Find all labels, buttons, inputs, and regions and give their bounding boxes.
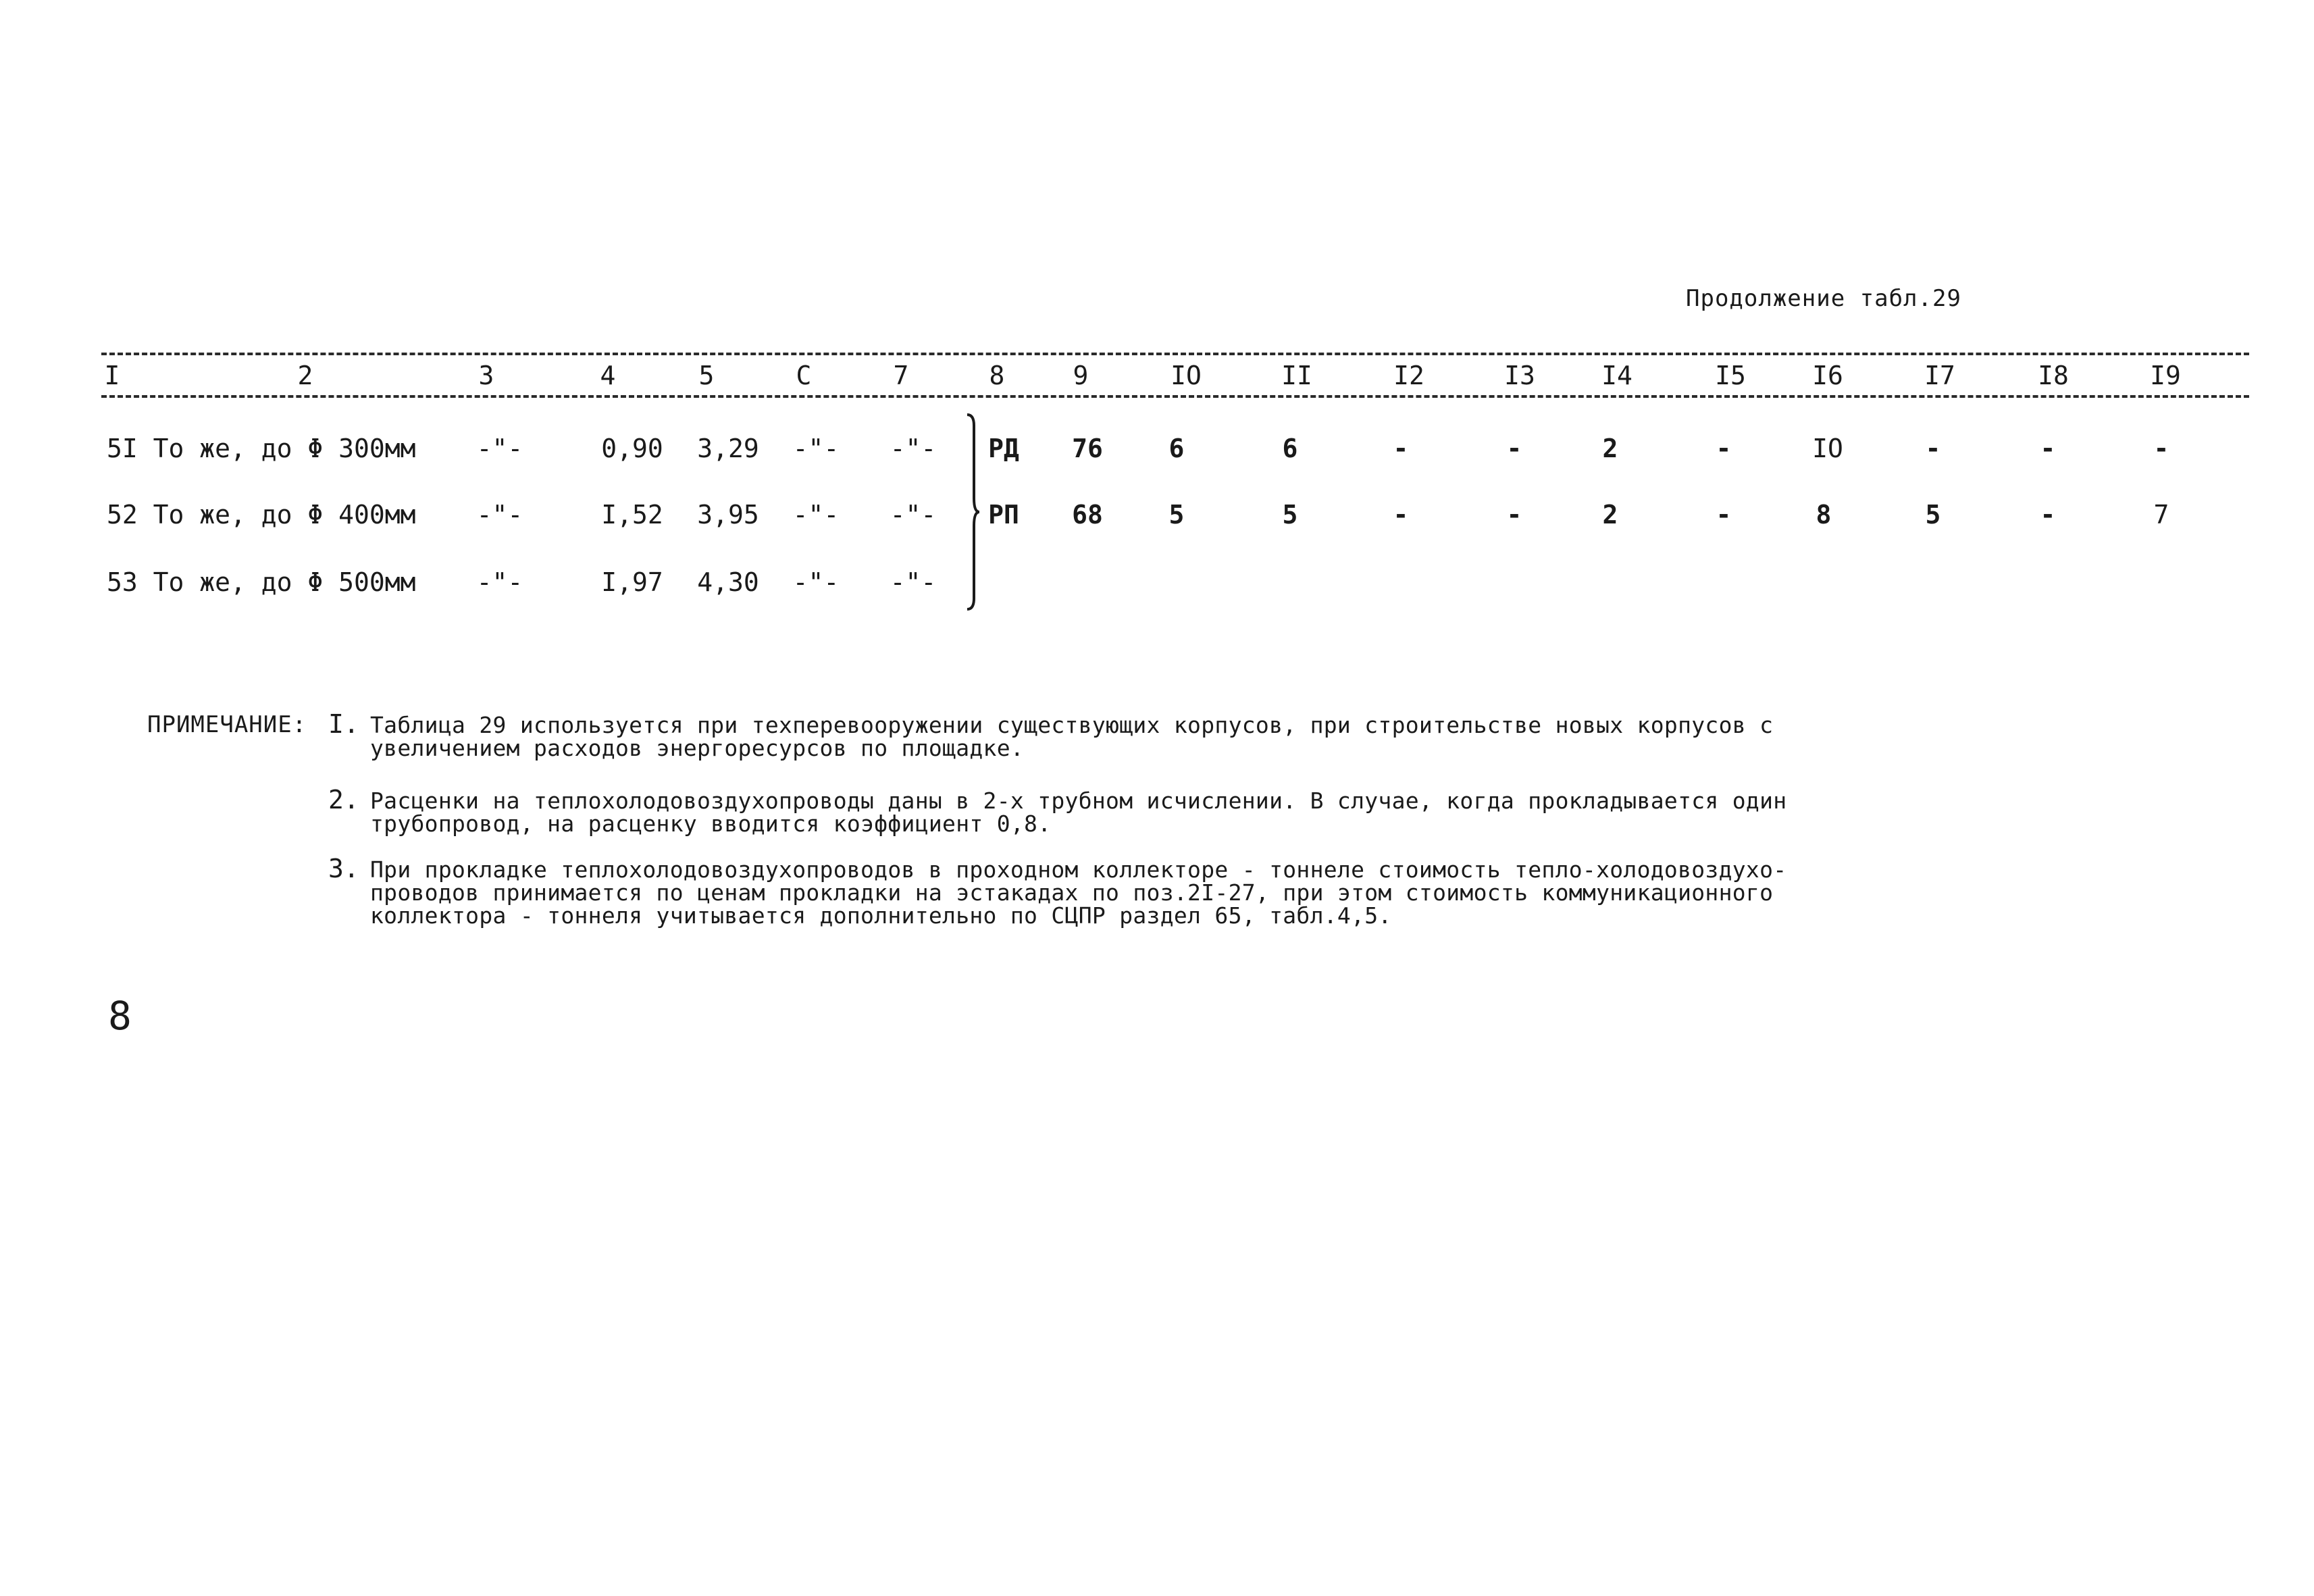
page-number: 8 <box>108 993 132 1039</box>
col-header-6: C <box>796 361 812 390</box>
cell-col5: 4,30 <box>697 567 759 597</box>
cell-col9: 68 <box>1072 500 1103 530</box>
col-header-17: I7 <box>1924 361 1955 390</box>
cell-col18: - <box>2040 434 2056 463</box>
cell-col7: -"- <box>890 567 937 597</box>
col-header-12: I2 <box>1393 361 1424 390</box>
note-number: 3. <box>328 854 359 883</box>
col-header-4: 4 <box>600 361 616 390</box>
cell-col5: 3,95 <box>697 500 759 530</box>
table-caption: Продолжение табл.29 <box>1686 285 1961 312</box>
table-row <box>0 567 2314 608</box>
col-header-2: 2 <box>297 361 313 390</box>
cell-col8: РД <box>988 434 1019 463</box>
col-header-8: 8 <box>989 361 1005 390</box>
col-header-5: 5 <box>698 361 715 390</box>
col-header-1: I <box>104 361 120 390</box>
cell-col6: -"- <box>792 567 840 597</box>
row-name: 53 То же, до Φ 500мм <box>107 567 416 597</box>
col-header-15: I5 <box>1715 361 1746 390</box>
cell-col19: - <box>2153 434 2169 463</box>
cell-col4: 0,90 <box>601 434 663 463</box>
col-header-16: I6 <box>1812 361 1843 390</box>
cell-col4: I,97 <box>601 567 663 597</box>
note-line: проводов принимается по ценам прокладки на эстакадах по поз.2I-27, при этом стоимость коммуникационного <box>370 879 1774 906</box>
cell-col15: - <box>1716 500 1732 530</box>
note-line: Таблица 29 используется при техперевооружении существующих корпусов, при строительстве новых корпусов с <box>370 712 1774 738</box>
col-header-18: I8 <box>2038 361 2069 390</box>
row-name: 5I То же, до Φ 300мм <box>107 434 416 463</box>
cell-col6: -"- <box>792 500 840 530</box>
col-header-11: II <box>1281 361 1312 390</box>
notes-label: ПРИМЕЧАНИЕ: <box>147 711 307 738</box>
table-row <box>0 500 2314 540</box>
table-row <box>0 434 2314 474</box>
cell-col7: -"- <box>890 434 937 463</box>
cell-col13: - <box>1506 434 1522 463</box>
note-line: трубопровод, на расценку вводится коэффициент 0,8. <box>370 810 1052 837</box>
col-header-7: 7 <box>893 361 909 390</box>
col-header-3: 3 <box>478 361 494 390</box>
col-header-13: I3 <box>1504 361 1535 390</box>
cell-col8: РП <box>988 500 1019 530</box>
cell-col14: 2 <box>1602 500 1618 530</box>
cell-col12: - <box>1393 500 1409 530</box>
cell-col10: 5 <box>1168 500 1185 530</box>
note-number: I. <box>328 709 359 739</box>
cell-col3: -"- <box>476 567 523 597</box>
cell-col19: 7 <box>2153 500 2169 530</box>
cell-col16: IO <box>1812 434 1843 463</box>
cell-col7: -"- <box>890 500 937 530</box>
cell-col3: -"- <box>476 434 523 463</box>
col-header-19: I9 <box>2150 361 2181 390</box>
note-line: Расценки на теплохолодовоздухопроводы даны в 2-х трубном исчислении. В случае, когда прокладывается один <box>370 788 1787 814</box>
cell-col3: -"- <box>476 500 523 530</box>
col-header-9: 9 <box>1073 361 1089 390</box>
row-group-brace <box>966 413 981 611</box>
cell-col11: 5 <box>1282 500 1298 530</box>
col-header-14: I4 <box>1601 361 1632 390</box>
cell-col16: 8 <box>1816 500 1832 530</box>
cell-col10: 6 <box>1168 434 1185 463</box>
cell-col9: 76 <box>1072 434 1103 463</box>
note-line: При прокладке теплохолодовоздухопроводов в проходном коллекторе - тоннеле стоимость тепло-холодовоздухо- <box>370 856 1787 883</box>
cell-col17: - <box>1925 434 1941 463</box>
cell-col4: I,52 <box>601 500 663 530</box>
cell-col18: - <box>2040 500 2056 530</box>
header-rule-top <box>101 353 2249 355</box>
cell-col5: 3,29 <box>697 434 759 463</box>
note-line: коллектора - тоннеля учитывается дополнительно по СЦПР раздел 65, табл.4,5. <box>370 902 1392 929</box>
note-number: 2. <box>328 785 359 815</box>
cell-col17: 5 <box>1925 500 1941 530</box>
note-line: увеличением расходов энергоресурсов по площадке. <box>370 735 1025 761</box>
cell-col6: -"- <box>792 434 840 463</box>
cell-col12: - <box>1393 434 1409 463</box>
cell-col15: - <box>1716 434 1732 463</box>
row-name: 52 То же, до Φ 400мм <box>107 500 416 530</box>
col-header-10: IO <box>1171 361 1202 390</box>
cell-col13: - <box>1506 500 1522 530</box>
header-rule-bottom <box>101 395 2249 398</box>
cell-col14: 2 <box>1602 434 1618 463</box>
cell-col11: 6 <box>1282 434 1298 463</box>
